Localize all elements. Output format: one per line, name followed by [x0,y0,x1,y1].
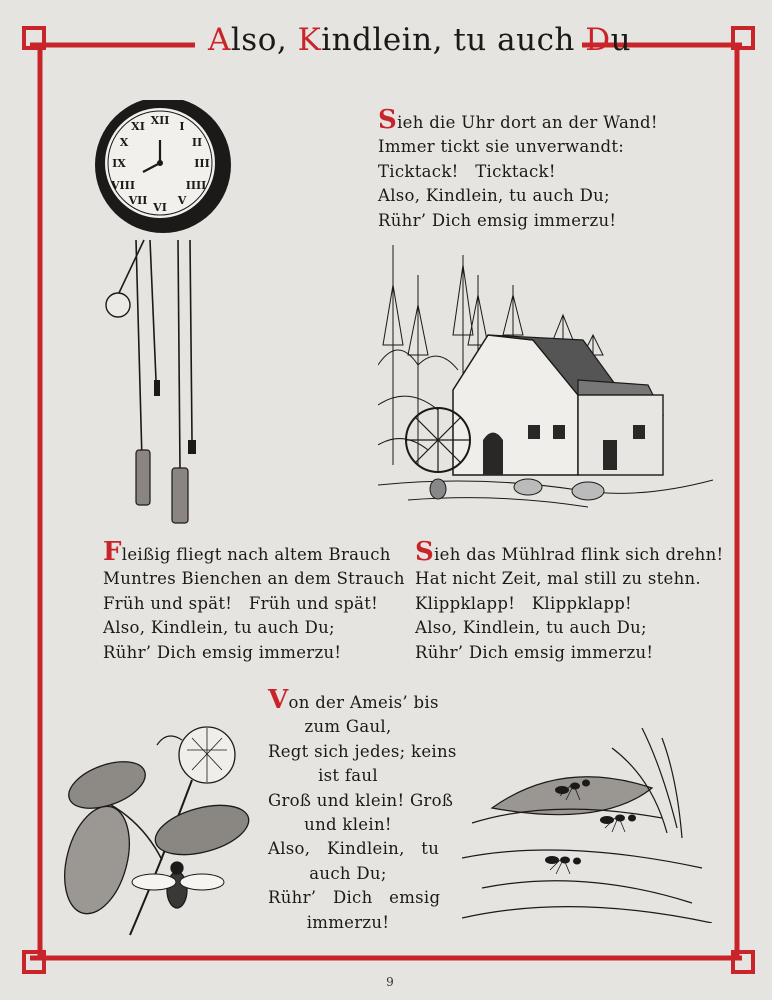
verse-line-text: leißig fliegt nach altem Brauch [121,545,391,564]
verse-line-text: ieh das Mühlrad flink sich drehn! [434,545,724,564]
verse-line: Groß und klein! Groß [268,790,454,810]
svg-text:VIII: VIII [111,179,135,192]
title-initial-k: K [297,22,322,58]
verse-line: ist faul [318,766,378,786]
verse-line: Rühr’ Dich emsig [268,888,441,908]
svg-text:X: X [119,136,129,149]
ants-on-leaf-illustration [462,728,717,923]
verse-line [378,105,658,135]
svg-text:XI: XI [131,120,145,133]
verse-line: immerzu! [306,912,390,932]
clover-and-bee-illustration [62,710,257,945]
drop-cap-f: F [103,537,122,567]
svg-text:I: I [179,120,185,133]
stanza-mill [415,537,724,665]
verse-line: Also, Kindlein, tu auch Du; [415,618,647,638]
svg-text:IX: IX [112,157,126,170]
verse-line: auch Du; [309,863,387,883]
verse-line: Immer tickt sie unverwandt: [378,137,625,157]
verse-line: Rühr’ Dich emsig immerzu! [103,642,342,662]
svg-text:V: V [177,194,187,207]
verse-line: zum Gaul, [304,717,392,737]
verse-line: Rühr’ Dich emsig immerzu! [415,642,654,662]
verse-line: Also, Kindlein, tu [268,839,440,859]
stanza-ant [268,685,457,935]
page-title [208,20,632,60]
verse-line-text: on der Ameis’ bis [288,693,439,712]
verse-line: Also, Kindlein, tu auch Du; [103,618,335,638]
svg-text:III: III [194,157,210,170]
verse-line [103,537,405,567]
verse-line: Klippklapp! Klippklapp! [415,593,632,613]
svg-text:VI: VI [153,201,167,214]
svg-text:IIII: IIII [185,179,207,192]
wall-clock-illustration [88,100,248,530]
verse-line: Ticktack! Ticktack! [378,161,556,181]
verse-line: Regt sich jedes; keins [268,741,457,761]
verse-line: Hat nicht Zeit, mal still zu stehn. [415,569,701,589]
title-initial-d: D [585,22,611,58]
verse-line: Muntres Bienchen an dem Strauch [103,569,405,589]
title-word-du: u [610,22,632,58]
verse-line-text: ieh die Uhr dort an der Wand! [397,113,658,132]
title-initial-a: A [208,22,231,58]
verse-line [268,685,439,715]
drop-cap-s: S [378,105,398,135]
title-word-kindlein: indlein, [321,22,443,58]
svg-text:II: II [191,136,203,149]
svg-text:VII: VII [128,194,148,207]
verse-line: Rühr’ Dich emsig immerzu! [378,210,617,230]
title-word-also: lso, [230,22,288,58]
title-words-tu-auch: tu auch [453,22,575,58]
stanza-bee [103,537,405,665]
water-mill-illustration [378,245,718,515]
verse-line: und klein! [304,815,392,835]
verse-line [415,537,724,567]
verse-line: Also, Kindlein, tu auch Du; [378,186,610,206]
stanza-clock [378,105,658,233]
drop-cap-s: S [415,537,435,567]
verse-line: Früh und spät! Früh und spät! [103,593,379,613]
drop-cap-v: V [268,685,289,715]
page-number: 9 [386,975,394,989]
svg-text:XII: XII [150,114,170,127]
